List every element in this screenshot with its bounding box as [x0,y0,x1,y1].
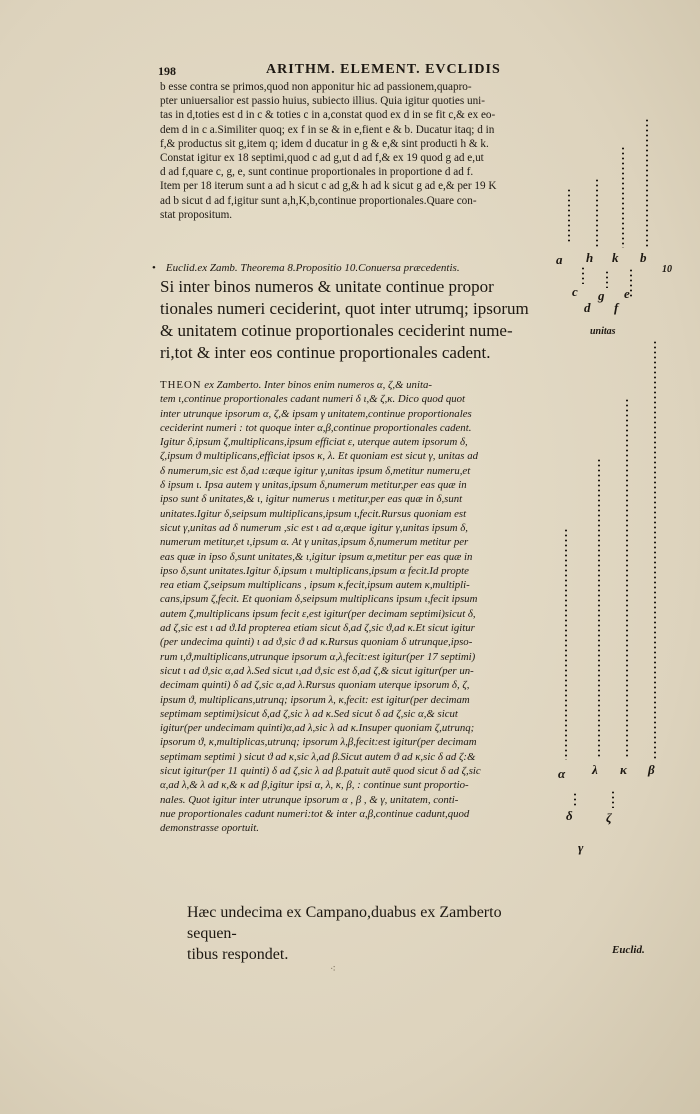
dot-column-lambda [598,458,600,758]
commentary-lead: THEON [160,379,202,391]
text-line: autem ζ,multiplicans ipsum fecit ε,est igitur(per decimam septimi)sicut δ, [160,607,476,620]
text-line: ipso δ,sunt unitates.Igitur δ,ipsum ι multiplicans,ipsum α fecit.Id propte [160,564,469,577]
dot-column-h [596,178,598,248]
dot-column-e [630,268,632,298]
figure-label: λ [592,762,598,777]
text-line: Igitur δ,ipsum ζ,multiplicans,ipsum efficiat ε, uterque autem ipsorum δ, [160,436,468,449]
figure-label: b [640,250,647,265]
figure-label: δ [566,808,573,823]
proposition-line: tionales numeri ceciderint, quot inter utrumq; ipsorum [160,299,529,318]
text-line: rum ι,ϑ,multiplicans,utrunque ipsorum α,λ,fecit:est igitur(per 17 septimi) [160,650,476,663]
figure-label: c [572,284,578,299]
figure-label: a [556,252,563,267]
top-paragraph [160,80,542,222]
text-line: pter uniuersalior est passio huius, subiecto illius. Quia igitur quoties uni- [160,95,486,108]
text-line: ad ζ,sic est ι ad ϑ.Id propterea etiam sicut δ,ad ζ,sic ϑ,ad κ.Et sicut igitur [160,622,475,635]
text-line: ζ,ipsum ϑ multiplicans,efficiat ipsos κ, λ. Et quoniam est sicut γ, unitas ad [160,450,478,463]
figure-label: ζ [606,810,612,825]
text-line: sicut ι ad ϑ,sic α,ad λ.Sed sicut ι,ad ϑ,sic est δ,ad ζ,& sicut igitur(per un- [160,664,474,677]
text-line: f,& productus sit g,item q; idem d ducatur in g & e,& sint producti h & k. [160,137,489,150]
text-line: septimam septimi)sicut δ,ad ζ,sic λ ad κ.Sed sicut δ ad ζ,sic α,& sicut [160,707,458,720]
text-line: inter utrunque ipsorum α, ζ,& ipsam γ unitatem,continue proportionales [160,407,472,420]
text-line: demonstrasse oportuit. [160,822,259,835]
dot-column-b [646,118,648,248]
dot-column-a [568,188,570,244]
text-line: sicut γ,unitas ad δ numerum ,sic est ι ad α,æque igitur γ,unitas ipsum δ, [160,521,468,534]
figure-label: d [584,300,591,315]
text-line: septimam septimi ) sicut ϑ ad κ,sic λ,ad β.Sicut autem ϑ ad κ,sic δ ad ζ:& [160,750,476,763]
theon-commentary [160,378,542,836]
text-line: igitur(per undecimam quinti)α,ad λ,sic λ ad κ.Insuper quoniam ζ,utrunq; [160,722,475,735]
text-line: sicut igitur(per 11 quinti) δ ad ζ,sic λ ad β.patuit autē quod sicut δ ad ζ,sic [160,765,481,778]
text-line: rea etiam ζ,seipsum multiplicans , ipsum κ,fecit,ipsum autem κ,multipli- [160,579,470,592]
text-line: stat propositum. [160,208,233,221]
dot-column-alpha [565,528,567,760]
closing-line: tibus respondet. [187,946,289,963]
text-line: b esse contra se primos,quod non apponitur hic ad passionem,quapro- [160,81,472,93]
bullet-icon: • [152,262,156,274]
dot-column-k [622,146,624,248]
text-line: dem d in c a.Similiter quoq; ex f in se & in e,fient e & b. Ducatur itaq; d in [160,123,495,136]
text-line: (per undecima quinti) ι ad ϑ,sic ϑ ad κ.Rursus quoniam δ utrunque,ipso- [160,636,473,649]
text-line: ad b sicut d ad f,igitur sunt a,h,K,b,continue proportionales.Quare con- [160,194,477,207]
unit-label: unitas [590,326,616,337]
figure-label: e [624,286,630,301]
figure-label: β [648,762,655,777]
text-line: ipsum ϑ, multiplicans,utrunq; ipsorum λ, κ,fecit: est igitur(per decimam [160,693,470,706]
text-line: numerum metitur,et ι,ipsum α. At γ unitas,ipsum δ,numerum metitur per [160,536,469,549]
figure-label: h [586,250,594,265]
row-number: 10 [662,264,672,275]
dot-column-g [606,270,608,288]
dot-column-zeta [612,790,614,808]
text-line: δ numerum,sic est δ,ad ι:æque igitur γ,unitas ipsum δ,metitur numeru,et [160,464,471,477]
dot-column-c [582,266,584,284]
figure-label: γ [578,840,584,855]
stray-ornament: ⁖ [330,964,336,975]
caption-text: Euclid.ex Zamb. Theorema 8.Propositio 10.Conuersa præcedentis. [165,262,460,274]
dot-column-beta [654,340,656,760]
proposition-line: Si inter binos numeros & unitate continue propor [160,277,494,296]
theorem-caption [152,262,552,274]
text-line: nue proportionales cadunt numeri:tot & inter α,β,continue cadunt,quod [160,807,470,820]
proposition-line: & unitatem cotinue proportionales ceciderint nume- [160,321,513,340]
text-line: eas quæ in ipso δ,sunt unitates,& ι,igitur ipsum α,metitur per eas quæ in [160,550,473,563]
text-line: ipsorum ϑ, κ,multiplicas,utrunq; ipsorum λ,β,fecit:est igitur(per decimam [160,736,477,749]
figure-label: κ [620,762,627,777]
page-number: 198 [158,64,176,78]
text-line: nales. Quot igitur inter utrunque ipsorum α , β , & γ, unitatem, conti- [160,793,459,806]
text-line: α,ad λ,& λ ad κ,& κ ad β,igitur ipsi α, λ, κ, β, : continue sunt proportio- [160,779,469,792]
text-line: d ad f,quare c, g, e, sunt continue proportionales in proportione d ad f. [160,166,474,179]
text-line: ceciderint numeri : tot quoque inter α,β,continue proportionales cadent. [160,421,472,434]
text-line: unitates.Igitur δ,seipsum multiplicans,ipsum ι,fecit.Rursus quoniam est [160,507,467,520]
text-line: decimam quinti) δ ad ζ,sic α,ad λ.Rursus quoniam uterque ipsorum δ, ζ, [160,679,470,692]
text-line: Constat igitur ex 18 septimi,quod c ad g,ut d ad f,& ex 19 quod g ad e,ut [160,152,484,165]
closing-line: Hæc undecima ex Campano,duabus ex Zamberto sequen- [187,904,502,942]
text-line: ipso sunt δ unitates,& ι, igitur numerus ι metitur,per eas quæ in δ,sunt [160,493,463,506]
proposition-line: ri,tot & inter eos continue proportionales cadent. [160,343,491,362]
figure-label: f [614,300,619,315]
text-line: Item per 18 iterum sunt a ad h sicut c ad g,& h ad k sicut g ad e,& per 19 K [160,180,497,193]
dot-column-delta [574,792,576,806]
text-line: tem ι,continue proportionales cadant numeri δ ι,& ζ,κ. Dico quod quot [160,393,466,406]
proposition-statement [160,276,542,364]
figure-label: k [612,250,619,265]
closing-note [187,902,537,965]
running-header [158,62,548,82]
text-line: tas in d,toties est d in c & toties c in a,constat quod ex d in se fit c,& ex eo- [160,109,496,122]
figure-label: α [558,766,566,781]
text-line: δ ipsum ι. Ipsa autem γ unitas,ipsum δ,numerum metitur,per eas quæ in [160,479,467,492]
text-line: THEON ex Zamberto. Inter binos enim numeros α, ζ,& unita- [160,379,432,391]
dot-column-kappa [626,398,628,758]
catchword: Euclid. [612,944,645,956]
text-line: cans,ipsum ζ,fecit. Et quoniam δ,seipsum multiplicans ipsum ι,fecit ipsum [160,593,478,606]
figure-label: g [598,288,605,303]
running-head-title: ARITHM. ELEMENT. EVCLIDIS [266,62,501,77]
